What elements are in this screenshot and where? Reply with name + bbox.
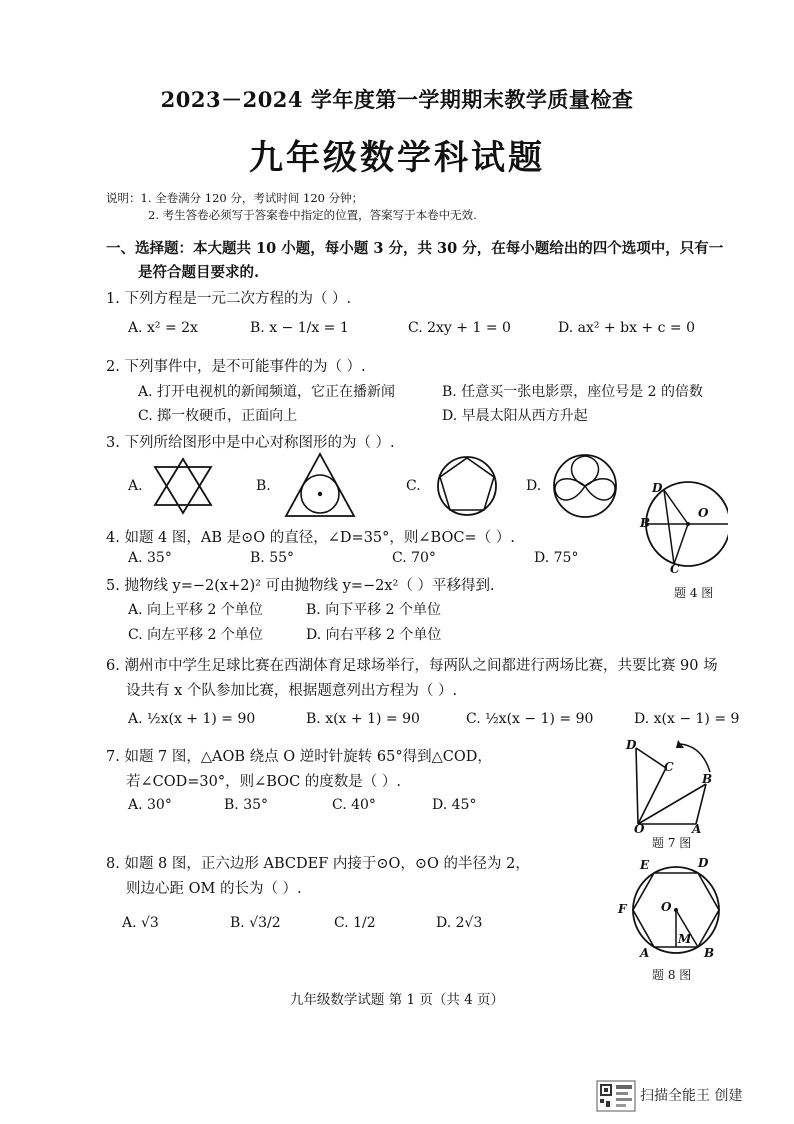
q8-label-o: O: [661, 900, 672, 914]
q7-label-c: C: [664, 760, 674, 774]
q8-label-e: E: [640, 858, 650, 872]
pentagon-circle-figure: [434, 454, 500, 518]
q8-option-a: A. √3: [122, 915, 159, 931]
q5-option-a: A. 向上平移 2 个单位: [128, 602, 263, 618]
q1-option-c: C. 2xy + 1 = 0: [408, 320, 511, 336]
q2-option-b: B. 任意买一张电影票，座位号是 2 的倍数: [442, 384, 703, 400]
q6-stem-cont: 设共有 x 个队参加比赛，根据题意列出方程为（ ）.: [126, 683, 458, 699]
q1-option-a: A. x² = 2x: [128, 320, 198, 336]
q4-label-c: C: [670, 562, 680, 576]
q4-option-d: D. 75°: [534, 550, 579, 566]
triangle-incircle-figure: [282, 450, 358, 520]
q5-option-d: D. 向右平移 2 个单位: [306, 627, 442, 643]
q3-option-d: D.: [526, 478, 542, 494]
q4-stem: 4. 如题 4 图，AB 是⊙O 的直径，∠D=35°，则∠BOC=（ ）.: [106, 530, 515, 546]
q8-label-a: A: [640, 946, 650, 960]
q2-option-a: A. 打开电视机的新闻频道，它正在播新闻: [138, 384, 396, 400]
q8-label-d: D: [698, 856, 709, 870]
q8-hexagon-circle-figure: [626, 862, 726, 958]
q5-stem: 5. 抛物线 y=−2(x+2)² 可由抛物线 y=−2x²（ ）平移得到.: [106, 578, 495, 594]
q6-option-b: B. x(x + 1) = 90: [306, 711, 420, 727]
q4-option-b: B. 55°: [250, 550, 295, 566]
hexagram-figure: [150, 455, 216, 517]
q2-option-c: C. 掷一枚硬币，正面向上: [138, 408, 298, 424]
q6-stem: 6. 潮州市中学生足球比赛在西湖体育足球场举行，每两队之间都进行两场比赛，共要比赛 90 场: [106, 658, 718, 674]
page-footer: 九年级数学试题 第 1 页（共 4 页）: [289, 992, 505, 1008]
q8-caption: 题 8 图: [652, 968, 692, 982]
section1-heading: 一、选择题：本大题共 10 小题，每小题 3 分，共 30 分，在每小题给出的四个选项中，只有一: [106, 240, 724, 257]
q7-label-d: D: [626, 738, 637, 752]
q3-option-b: B.: [256, 478, 271, 494]
q3-option-a: A.: [128, 478, 143, 494]
q7-option-c: C. 40°: [332, 797, 376, 813]
q7-option-d: D. 45°: [432, 797, 477, 813]
q8-label-m: M: [678, 932, 692, 946]
q7-rotation-figure: [628, 736, 728, 832]
q5-option-c: C. 向左平移 2 个单位: [128, 627, 263, 643]
q1-option-d: D. ax² + bx + c = 0: [558, 320, 695, 336]
q2-stem: 2. 下列事件中，是不可能事件的为（ ）.: [106, 359, 366, 375]
q7-label-b: B: [702, 772, 713, 786]
q1-stem: 1. 下列方程是一元二次方程的为（ ）.: [106, 291, 352, 307]
q4-label-d: D: [652, 481, 663, 495]
q8-stem-cont: 则边心距 OM 的长为（ ）.: [126, 881, 302, 897]
q6-option-a: A. ½x(x + 1) = 90: [128, 711, 256, 727]
q4-option-c: C. 70°: [392, 550, 436, 566]
q6-option-d: D. x(x − 1) = 9: [634, 711, 740, 727]
q7-stem-cont: 若∠COD=30°，则∠BOC 的度数是（ ）.: [126, 774, 401, 790]
q7-label-o: O: [634, 822, 645, 836]
exam-title-line1: 2023－2024 学年度第一学期期末教学质量检查: [160, 87, 634, 112]
q8-label-b: B: [704, 946, 715, 960]
q8-option-d: D. 2√3: [436, 915, 483, 931]
section1-heading-cont: 是符合题目要求的.: [138, 264, 260, 281]
q8-stem: 8. 如题 8 图，正六边形 ABCDEF 内接于⊙O，⊙O 的半径为 2，: [106, 856, 530, 872]
q7-option-a: A. 30°: [128, 797, 172, 813]
q6-option-c: C. ½x(x − 1) = 90: [466, 711, 594, 727]
q7-caption: 题 7 图: [652, 836, 692, 850]
q1-option-b: B. x − 1/x = 1: [250, 320, 349, 336]
q4-caption: 题 4 图: [674, 586, 714, 600]
q7-option-b: B. 35°: [224, 797, 269, 813]
q8-option-c: C. 1/2: [334, 915, 376, 931]
q2-option-d: D. 早晨太阳从西方升起: [442, 408, 588, 424]
q8-option-b: B. √3/2: [230, 915, 281, 931]
q4-label-b: B: [640, 516, 651, 530]
q3-stem: 3. 下列所给图形中是中心对称图形的为（ ）.: [106, 435, 395, 451]
q4-label-o: O: [698, 506, 709, 520]
scanner-logo-icon: [596, 1080, 636, 1112]
watermark-text: 扫描全能王 创建: [640, 1088, 743, 1104]
trefoil-circle-figure: [550, 452, 620, 520]
q7-stem: 7. 如题 7 图，△AOB 绕点 O 逆时针旋转 65°得到△COD，: [106, 749, 492, 765]
q3-option-c: C.: [406, 478, 421, 494]
note-line1: 说明：1. 全卷满分 120 分，考试时间 120 分钟；: [106, 191, 364, 205]
exam-title-line2: 九年级数学科试题: [249, 138, 545, 178]
q4-option-a: A. 35°: [128, 550, 172, 566]
note-line2: 2. 考生答卷必须写于答案卷中指定的位置，答案写于本卷中无效.: [148, 208, 477, 222]
q5-option-b: B. 向下平移 2 个单位: [306, 602, 441, 618]
q7-label-a: A: [692, 822, 702, 836]
q8-label-f: F: [618, 902, 627, 916]
